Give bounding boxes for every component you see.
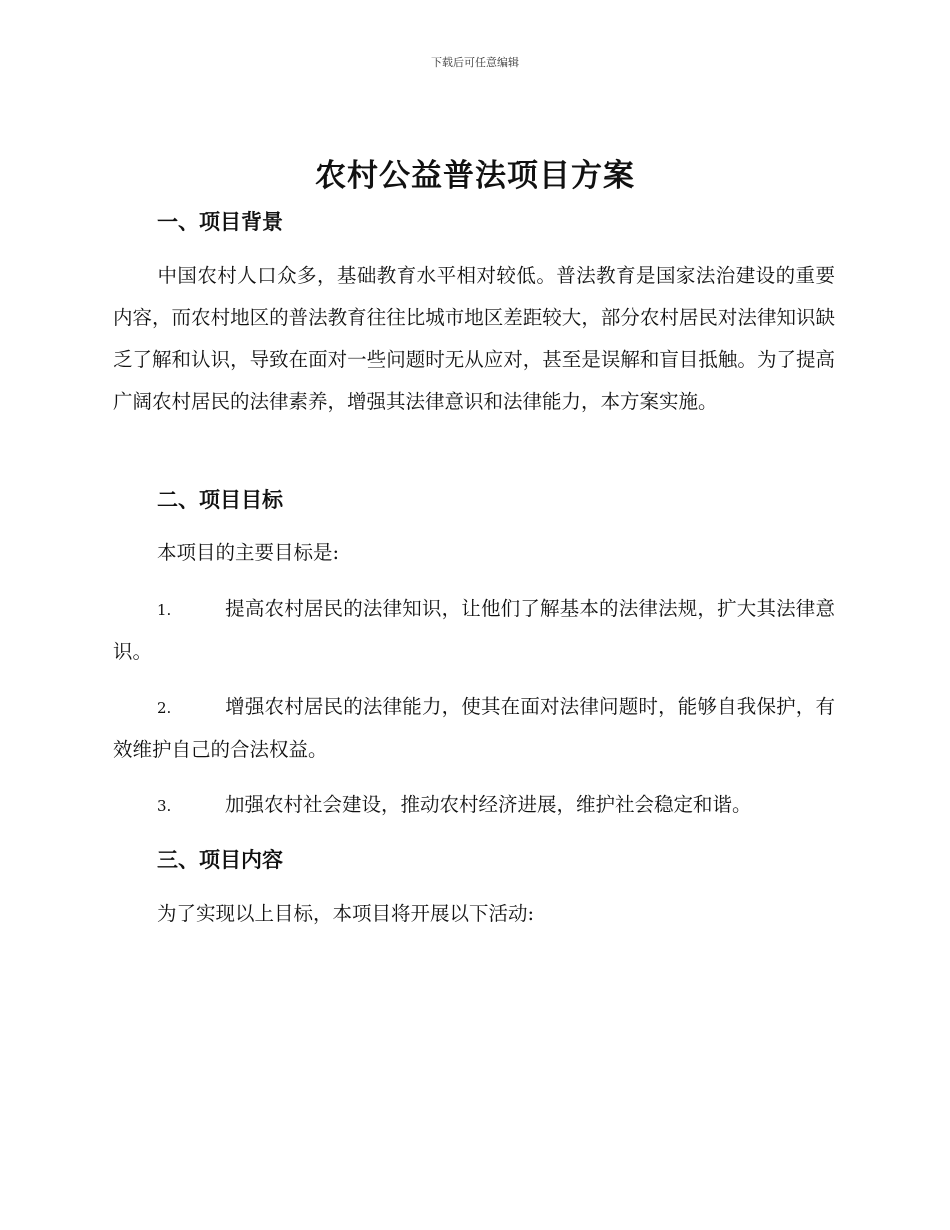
goal-item-number: 3. [157,797,172,815]
content-intro-text: 为了实现以上目标，本项目将开展以下活动: [157,902,535,925]
background-paragraph [113,255,835,423]
section-heading-background: 一、项目背景 [157,210,283,234]
goal-item-number: 2. [157,699,172,717]
document-title: 农村公益普法项目方案 [315,158,635,194]
goal-item-3 [113,784,835,827]
goal-item-number: 1. [157,601,172,619]
page-header: 下载后可任意编辑 [431,56,519,69]
goals-intro [113,532,835,574]
content-intro [113,893,835,935]
section-heading-goals: 二、项目目标 [157,488,283,512]
goals-intro-text: 本项目的主要目标是: [157,541,340,564]
goal-item-1 [113,588,835,673]
background-paragraph-text: 中国农村人口众多，基础教育水平相对较低。普法教育是国家法治建设的重要内容，而农村地区的普法教育往往比城市地区差距较大，部分农村居民对法律知识缺乏了解和认识，导致在面对一些问题时无从应对，甚至是误解和盲目抵触。为了提高广阔农村居民的法律素养，增强其法律意识和法律能力，本方案实施。 [113,264,835,413]
goal-item-text: 增强农村居民的法律能力，使其在面对法律问题时，能够自我保护，有效维护自己的合法权益。 [113,695,835,761]
goal-item-text: 提高农村居民的法律知识，让他们了解基本的法律法规，扩大其法律意识。 [113,597,835,663]
goal-item-text: 加强农村社会建设，推动农村经济进展，维护社会稳定和谐。 [225,793,752,816]
goal-item-2 [113,686,835,771]
section-heading-content: 三、项目内容 [157,848,283,872]
